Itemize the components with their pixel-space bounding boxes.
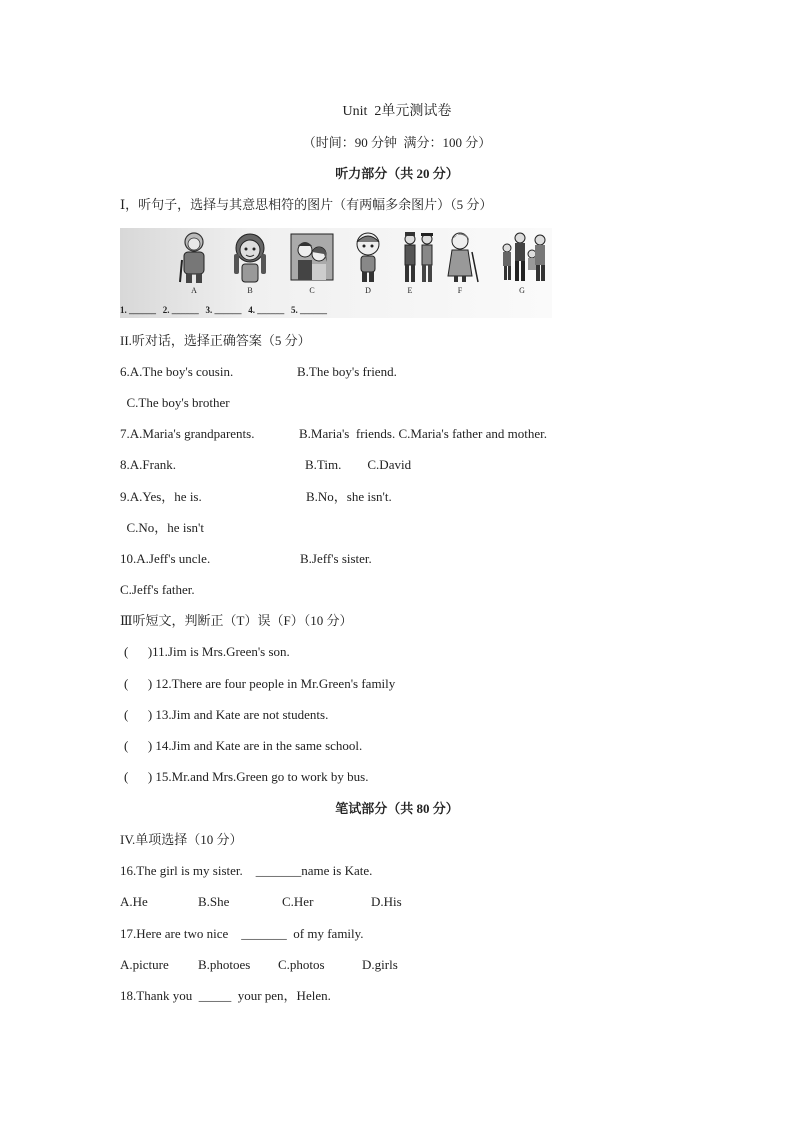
q18-stem: 18.Thank you _____ your pen，Helen. xyxy=(120,988,331,1003)
picture-label-f: F xyxy=(457,286,463,295)
picture-f-woman-icon xyxy=(438,230,482,284)
picture-e-two-men-icon xyxy=(397,230,441,284)
written-section-title: 笔试部分（共 80 分） xyxy=(335,801,459,816)
tf-item-12: ( ) 12.There are four people in Mr.Green's family xyxy=(124,676,396,691)
q16-option-b: B.She xyxy=(198,894,230,909)
q17-stem: 17.Here are two nice _______ of my family. xyxy=(120,926,364,941)
q6-option-a: 6.A.The boy's cousin. xyxy=(120,364,234,379)
part4-heading: IV.单项选择（10 分） xyxy=(120,832,243,847)
picture-strip xyxy=(120,228,552,318)
listening-section-title: 听力部分（共 20 分） xyxy=(335,166,459,181)
q17-option-c: C.photos xyxy=(278,957,325,972)
picture-a-elderly-icon xyxy=(172,230,216,284)
q10-option-a: 10.A.Jeff's uncle. xyxy=(120,551,211,566)
part3-heading: Ⅲ听短文，判断正（T）误（F）（10 分） xyxy=(120,613,353,628)
picture-label-c: C xyxy=(309,286,315,295)
q9-option-a: 9.A.Yes，he is. xyxy=(120,489,202,504)
tf-item-13: ( ) 13.Jim and Kate are not students. xyxy=(124,707,329,722)
q17-option-d: D.girls xyxy=(362,957,398,972)
part1-answer-blanks: 1. ______ 2. ______ 3. ______ 4. ______ 5. ______ xyxy=(120,305,327,315)
q6-option-c: C.The boy's brother xyxy=(120,395,230,410)
q8-options-bc: B.Tim. C.David xyxy=(305,457,412,472)
q16-option-a: A.He xyxy=(120,894,148,909)
picture-b-girl-icon xyxy=(228,230,272,284)
picture-label-g: G xyxy=(519,286,525,295)
picture-label-a: A xyxy=(191,286,197,295)
tf-item-11: ( )11.Jim is Mrs.Green's son. xyxy=(124,644,290,659)
tf-item-14: ( ) 14.Jim and Kate are in the same school. xyxy=(124,738,363,753)
q9-option-b: B.No，she isn't. xyxy=(306,489,392,504)
q9-option-c: C.No，he isn't xyxy=(120,520,204,535)
q10-option-b: B.Jeff's sister. xyxy=(300,551,372,566)
q17-option-a: A.picture xyxy=(120,957,169,972)
document-title: Unit 2单元测试卷 xyxy=(342,104,452,119)
q17-option-b: B.photoes xyxy=(198,957,251,972)
q7-options-bc: B.Maria's friends. C.Maria's father and mother. xyxy=(299,426,548,441)
q16-stem: 16.The girl is my sister. _______name is Kate. xyxy=(120,863,373,878)
picture-label-b: B xyxy=(247,286,253,295)
document-subtitle: （时间：90 分钟 满分：100 分） xyxy=(302,135,492,150)
picture-label-d: D xyxy=(365,286,371,295)
q10-option-c: C.Jeff's father. xyxy=(120,582,195,597)
tf-item-15: ( ) 15.Mr.and Mrs.Green go to work by bus. xyxy=(124,769,369,784)
q7-option-a: 7.A.Maria's grandparents. xyxy=(120,426,255,441)
part1-heading: Ⅰ，听句子，选择与其意思相符的图片（有两幅多余图片）（5 分） xyxy=(120,197,493,212)
picture-g-family-icon xyxy=(498,230,548,284)
q8-option-a: 8.A.Frank. xyxy=(120,457,176,472)
q16-option-c: C.Her xyxy=(282,894,314,909)
q16-option-d: D.His xyxy=(371,894,402,909)
q6-option-b: B.The boy's friend. xyxy=(297,364,397,379)
picture-label-e: E xyxy=(407,286,413,295)
picture-d-child-icon xyxy=(346,230,390,284)
part2-heading: II.听对话，选择正确答案（5 分） xyxy=(120,333,311,348)
picture-c-couple-photo-icon xyxy=(290,230,334,284)
